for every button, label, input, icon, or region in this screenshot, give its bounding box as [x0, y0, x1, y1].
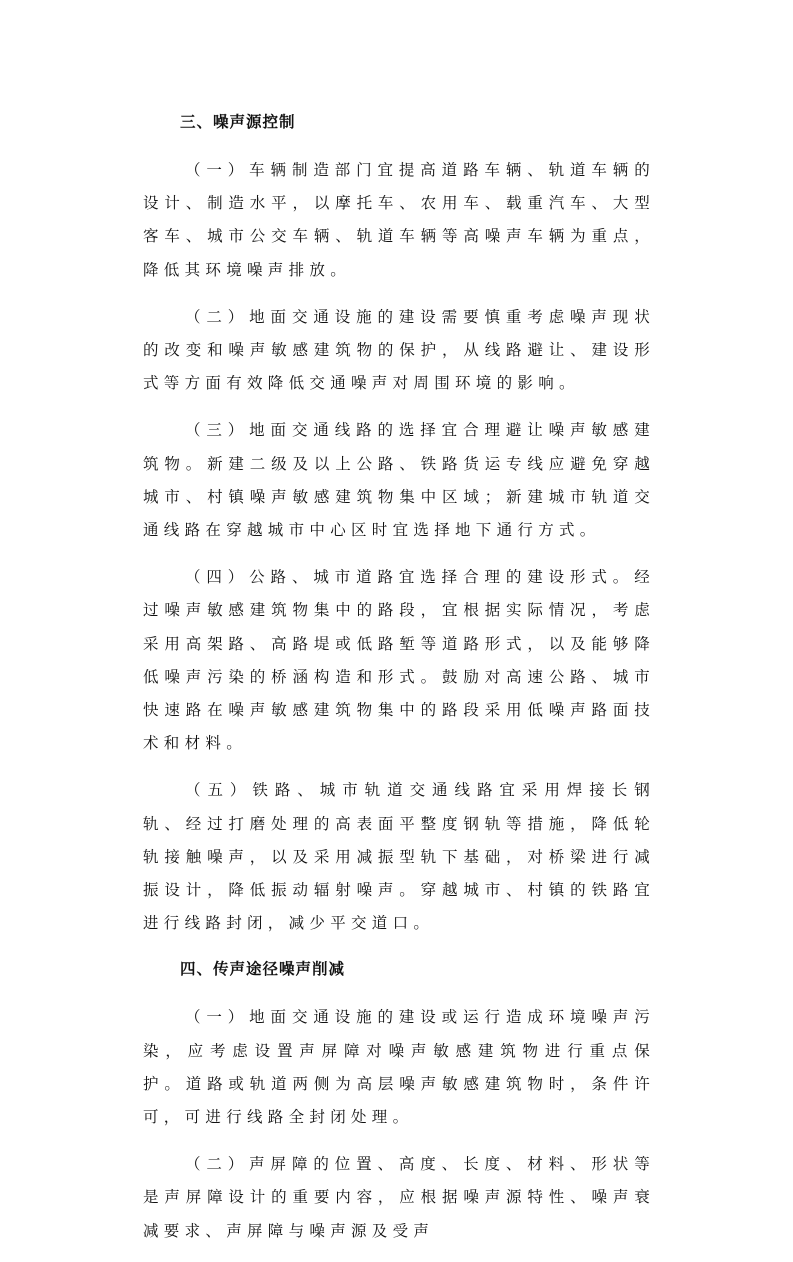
- paragraph: （一）车辆制造部门宜提高道路车辆、轨道车辆的设计、制造水平，以摩托车、农用车、载重汽车、大型客车、城市公交车辆、轨道车辆等高噪声车辆为重点，降低其环境噪声排放。: [143, 161, 655, 279]
- paragraph: （二）地面交通设施的建设需要慎重考虑噪声现状的改变和噪声敏感建筑物的保护，从线路避让、建设形式等方面有效降低交通噪声对周围环境的影响。: [143, 307, 655, 393]
- section-transmission-path-noise-reduction: [143, 954, 655, 1247]
- paragraph: （四）公路、城市道路宜选择合理的建设形式。经过噪声敏感建筑物集中的路段，宜根据实际情况，考虑采用高架路、高路堤或低路堑等道路形式，以及能够降低噪声污染的桥涵构造和形式。鼓励对高速公路、城市快速路在噪声敏感建筑物集中的路段采用低噪声路面技术和材料。: [143, 568, 655, 753]
- paragraph: （二）声屏障的位置、高度、长度、材料、形状等是声屏障设计的重要内容，应根据噪声源特性、噪声衰减要求、声屏障与噪声源及受声: [143, 1155, 655, 1240]
- paragraph: （五）铁路、城市轨道交通线路宜采用焊接长钢轨、经过打磨处理的高表面平整度钢轨等措施，降低轮轨接触噪声，以及采用减振型轨下基础，对桥梁进行减振设计，降低振动辐射噪声。穿越城市、村镇的铁路宜进行线路封闭，减少平交道口。: [143, 781, 655, 933]
- section-noise-source-control: [143, 107, 655, 940]
- section-heading: 三、噪声源控制: [180, 113, 296, 131]
- paragraph: （一）地面交通设施的建设或运行造成环境噪声污染，应考虑设置声屏障对噪声敏感建筑物进行重点保护。道路或轨道两侧为高层噪声敏感建筑物时，条件许可，可进行线路全封闭处理。: [143, 1008, 655, 1127]
- document-page: [143, 107, 655, 1262]
- section-heading: 四、传声途径噪声削减: [180, 960, 346, 979]
- paragraph: （三）地面交通线路的选择宜合理避让噪声敏感建筑物。新建二级及以上公路、铁路货运专线应避免穿越城市、村镇噪声敏感建筑物集中区域；新建城市轨道交通线路在穿越城市中心区时宜选择地下通行方式。: [143, 421, 655, 540]
